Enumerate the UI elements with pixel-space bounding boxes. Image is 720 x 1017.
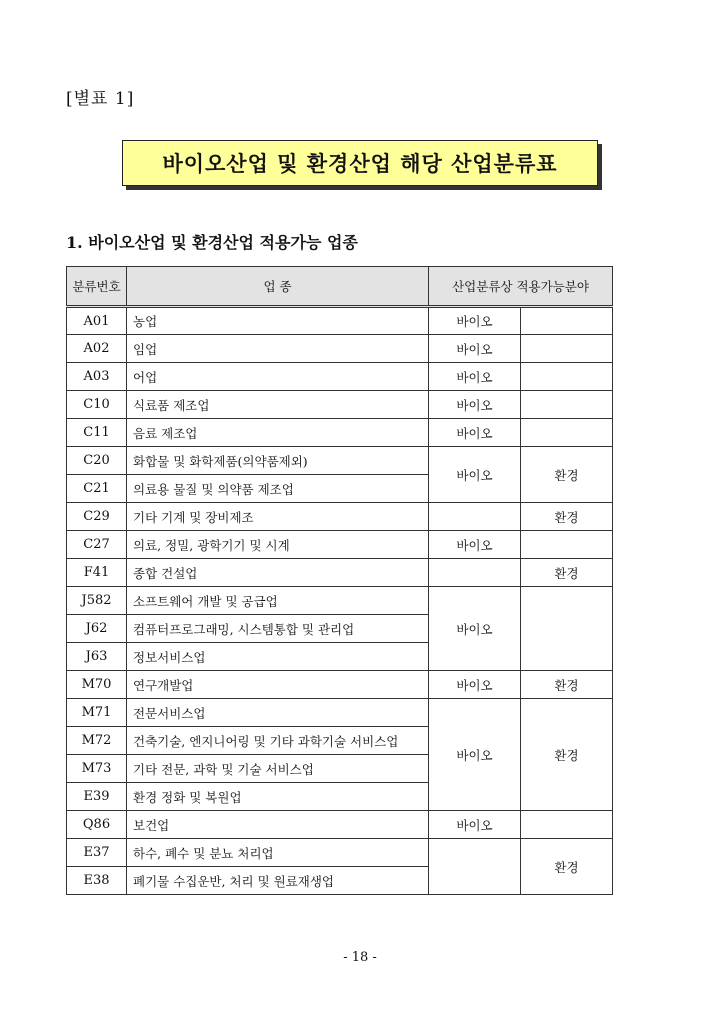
row-code: M72 [67,727,127,755]
row-field-env [521,335,613,363]
row-field-bio [429,559,521,587]
row-industry-name: 종합 건설업 [127,559,429,587]
row-industry-name: 농업 [127,307,429,335]
row-field-env: 환경 [521,671,613,699]
row-code: M71 [67,699,127,727]
table-row [67,699,613,727]
row-field-bio: 바이오 [429,531,521,559]
row-field-env: 환경 [521,447,613,503]
row-industry-name: 화합물 및 화학제품(의약품제외) [127,447,429,475]
row-field-env: 환경 [521,699,613,811]
table-row [67,307,613,335]
header-applicable-field: 산업분류상 적용가능분야 [429,267,613,307]
table-row [67,419,613,447]
section-heading: 1. 바이오산업 및 환경산업 적용가능 업종 [66,233,358,252]
industry-classification-table [66,266,613,895]
row-industry-name: 컴퓨터프로그래밍, 시스템통합 및 관리업 [127,615,429,643]
document-title-text: 바이오산업 및 환경산업 해당 산업분류표 [162,151,558,176]
row-field-bio: 바이오 [429,391,521,419]
row-code: A03 [67,363,127,391]
table-row [67,811,613,839]
row-industry-name: 건축기술, 엔지니어링 및 기타 과학기술 서비스업 [127,727,429,755]
row-field-bio: 바이오 [429,447,521,503]
row-code: E37 [67,839,127,867]
row-field-bio: 바이오 [429,587,521,671]
row-field-env [521,391,613,419]
appendix-tag: [별표 1] [66,89,135,109]
row-field-bio: 바이오 [429,307,521,335]
row-industry-name: 소프트웨어 개발 및 공급업 [127,587,429,615]
row-field-bio: 바이오 [429,363,521,391]
table-row [67,671,613,699]
row-industry-name: 의료용 물질 및 의약품 제조업 [127,475,429,503]
row-industry-name: 기타 기계 및 장비제조 [127,503,429,531]
table-body [67,307,613,895]
row-industry-name: 환경 정화 및 복원업 [127,783,429,811]
row-field-env: 환경 [521,503,613,531]
row-field-bio: 바이오 [429,335,521,363]
row-code: C29 [67,503,127,531]
table-row [67,335,613,363]
row-field-bio: 바이오 [429,419,521,447]
row-industry-name: 폐기물 수집운반, 처리 및 원료재생업 [127,867,429,895]
header-industry: 업 종 [127,267,429,307]
row-field-env [521,363,613,391]
table-row [67,531,613,559]
row-code: A02 [67,335,127,363]
header-code: 분류번호 [67,267,127,307]
table-row [67,839,613,867]
row-field-env: 환경 [521,559,613,587]
row-industry-name: 전문서비스업 [127,699,429,727]
table-row [67,363,613,391]
row-industry-name: 임업 [127,335,429,363]
row-code: E38 [67,867,127,895]
row-industry-name: 하수, 폐수 및 분뇨 처리업 [127,839,429,867]
row-industry-name: 의료, 정밀, 광학기기 및 시계 [127,531,429,559]
row-industry-name: 어업 [127,363,429,391]
row-code: E39 [67,783,127,811]
row-field-env [521,811,613,839]
row-code: C20 [67,447,127,475]
table-row [67,391,613,419]
row-code: C11 [67,419,127,447]
row-field-env [521,419,613,447]
document-title [122,140,598,186]
page-number: - 18 - [343,950,377,965]
table-row [67,587,613,615]
table-row [67,447,613,475]
row-code: J582 [67,587,127,615]
row-code: C10 [67,391,127,419]
row-field-env [521,587,613,671]
row-field-bio: 바이오 [429,699,521,811]
row-code: J63 [67,643,127,671]
row-code: C21 [67,475,127,503]
row-code: F41 [67,559,127,587]
table-row [67,559,613,587]
table-row [67,503,613,531]
row-industry-name: 연구개발업 [127,671,429,699]
row-industry-name: 음료 제조업 [127,419,429,447]
row-code: M73 [67,755,127,783]
row-industry-name: 정보서비스업 [127,643,429,671]
table-header [67,267,613,307]
row-field-bio [429,839,521,895]
row-industry-name: 기타 전문, 과학 및 기술 서비스업 [127,755,429,783]
row-field-bio: 바이오 [429,671,521,699]
header-row [67,267,613,307]
row-code: A01 [67,307,127,335]
row-industry-name: 식료품 제조업 [127,391,429,419]
row-code: C27 [67,531,127,559]
row-field-bio: 바이오 [429,811,521,839]
row-field-env: 환경 [521,839,613,895]
row-code: Q86 [67,811,127,839]
row-code: M70 [67,671,127,699]
row-field-env [521,531,613,559]
row-field-bio [429,503,521,531]
row-field-env [521,307,613,335]
row-industry-name: 보건업 [127,811,429,839]
row-code: J62 [67,615,127,643]
